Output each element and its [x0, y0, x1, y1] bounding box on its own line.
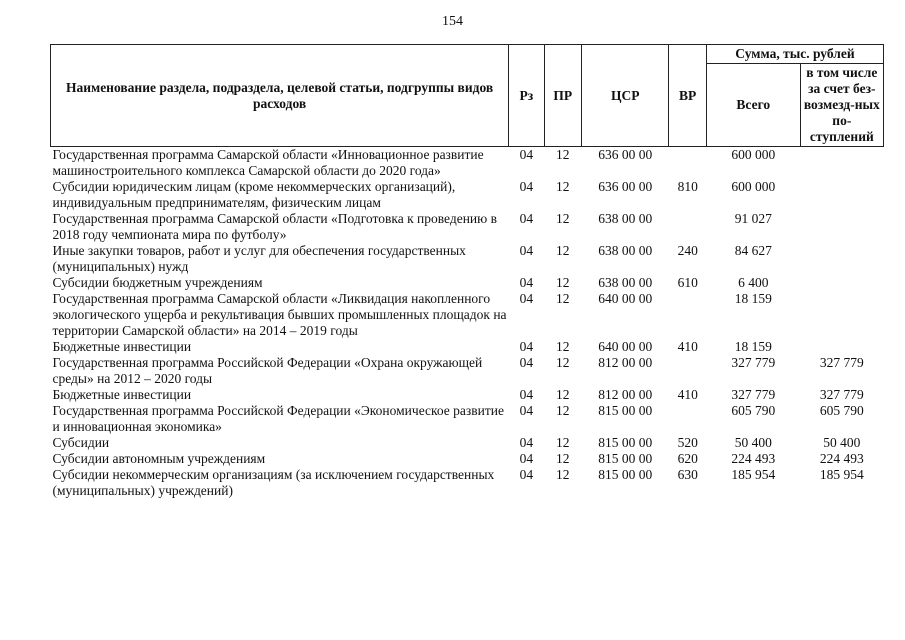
- row-total: 50 400: [734, 435, 772, 450]
- table-row: [51, 243, 884, 275]
- row-pr: 12: [556, 179, 570, 194]
- row-pr: 12: [556, 355, 570, 370]
- row-pr: 12: [556, 211, 570, 226]
- page-number: 154: [442, 14, 463, 29]
- row-free: 327 779: [819, 355, 864, 370]
- header-vr: ВР: [669, 45, 706, 147]
- table-row: [51, 275, 884, 291]
- row-pr: 12: [556, 435, 570, 450]
- row-name: Иные закупки товаров, работ и услуг для обеспечения государственных (муниципальных) нужд: [52, 243, 466, 274]
- row-name: Государственная программа Российской Федерации «Экономическое развитие и инновационная экономика»: [52, 403, 504, 434]
- row-free: 605 790: [819, 403, 864, 418]
- row-rz: 04: [519, 291, 534, 306]
- row-csr: 638 00 00: [598, 275, 653, 290]
- row-name: Государственная программа Российской Федерации «Охрана окружающей среды» на 2012 – 2020 годы: [52, 355, 483, 386]
- row-rz: 04: [519, 179, 534, 194]
- row-csr: 812 00 00: [598, 387, 653, 402]
- row-vr: [669, 355, 706, 387]
- row-name: Бюджетные инвестиции: [52, 339, 192, 354]
- row-rz: 04: [519, 243, 534, 258]
- row-vr: 610: [677, 275, 698, 290]
- row-vr: 810: [677, 179, 698, 194]
- row-csr: 640 00 00: [598, 291, 653, 306]
- row-total: 84 627: [734, 243, 772, 258]
- row-total: 327 779: [731, 355, 776, 370]
- header-total: Всего: [706, 64, 800, 147]
- header-csr: ЦСР: [582, 45, 669, 147]
- row-free: [800, 147, 883, 180]
- row-pr: 12: [556, 147, 570, 162]
- row-csr: 812 00 00: [598, 355, 653, 370]
- row-csr: 636 00 00: [598, 147, 653, 162]
- row-csr: 638 00 00: [598, 211, 653, 226]
- row-total: 18 159: [734, 339, 772, 354]
- row-vr: [669, 211, 706, 243]
- row-name: Субсидии автономным учреждениям: [52, 451, 266, 466]
- row-vr: 410: [677, 339, 698, 354]
- row-vr: 240: [677, 243, 698, 258]
- row-free: 185 954: [819, 467, 864, 482]
- budget-table: [50, 44, 884, 499]
- row-pr: 12: [556, 339, 570, 354]
- row-free: [800, 211, 883, 243]
- row-pr: 12: [556, 387, 570, 402]
- row-free: [800, 275, 883, 291]
- row-total: 600 000: [731, 147, 776, 162]
- row-rz: 04: [519, 403, 534, 418]
- row-name: Государственная программа Самарской области «Инновационное развитие машиностроительного комплекса Самарской области до 2020 года»: [52, 147, 484, 178]
- row-csr: 638 00 00: [598, 243, 653, 258]
- row-pr: 12: [556, 467, 570, 482]
- row-total: 6 400: [738, 275, 769, 290]
- table-row: [51, 451, 884, 467]
- row-name: Субсидии некоммерческим организациям (за исключением государственных (муниципальных) учреждений): [52, 467, 495, 498]
- row-free: [800, 179, 883, 211]
- row-csr: 636 00 00: [598, 179, 653, 194]
- table-row: [51, 387, 884, 403]
- row-total: 91 027: [734, 211, 772, 226]
- row-csr: 815 00 00: [598, 467, 653, 482]
- row-rz: 04: [519, 275, 534, 290]
- row-rz: 04: [519, 387, 534, 402]
- row-free: 50 400: [823, 435, 861, 450]
- table-row: [51, 467, 884, 499]
- header-pr: ПР: [544, 45, 581, 147]
- row-pr: 12: [556, 291, 570, 306]
- row-rz: 04: [519, 147, 534, 162]
- row-name: Субсидии: [52, 435, 110, 450]
- row-vr: [669, 147, 706, 180]
- row-rz: 04: [519, 435, 534, 450]
- row-name: Субсидии юридическим лицам (кроме некоммерческих организаций), индивидуальным предпринимателям, физическим лицам: [52, 179, 456, 210]
- table-row: [51, 339, 884, 355]
- row-total: 327 779: [731, 387, 776, 402]
- row-vr: 630: [677, 467, 698, 482]
- row-name: Государственная программа Самарской области «Ликвидация накопленного экологического ущерба и рекультивация бывших промышленных площадок на территории Самарской области» на 2014 – 2019 годы: [52, 291, 507, 338]
- row-free: 327 779: [819, 387, 864, 402]
- row-free: [800, 243, 883, 275]
- row-csr: 815 00 00: [598, 435, 653, 450]
- row-csr: 815 00 00: [598, 403, 653, 418]
- table-row: [51, 403, 884, 435]
- header-name: Наименование раздела, подраздела, целевой статьи, подгруппы видов расходов: [51, 45, 509, 147]
- row-pr: 12: [556, 243, 570, 258]
- row-csr: 815 00 00: [598, 451, 653, 466]
- row-vr: 520: [677, 435, 698, 450]
- row-vr: [669, 291, 706, 339]
- row-total: 18 159: [734, 291, 772, 306]
- row-rz: 04: [519, 467, 534, 482]
- table-row: [51, 211, 884, 243]
- row-free: [800, 291, 883, 339]
- table-row: [51, 435, 884, 451]
- table-row: [51, 355, 884, 387]
- row-free: [800, 339, 883, 355]
- row-rz: 04: [519, 355, 534, 370]
- table-row: [51, 291, 884, 339]
- row-pr: 12: [556, 451, 570, 466]
- row-name: Субсидии бюджетным учреждениям: [52, 275, 263, 290]
- row-pr: 12: [556, 275, 570, 290]
- row-vr: [669, 403, 706, 435]
- row-total: 224 493: [731, 451, 776, 466]
- header-sum: Сумма, тыс. рублей: [706, 45, 883, 64]
- row-vr: 620: [677, 451, 698, 466]
- row-total: 605 790: [731, 403, 776, 418]
- header-free: в том числе за счет без-возмезд-ных по-ступлений: [800, 64, 883, 147]
- table-row: [51, 147, 884, 180]
- row-vr: 410: [677, 387, 698, 402]
- table-header: [51, 45, 884, 147]
- row-csr: 640 00 00: [598, 339, 653, 354]
- row-rz: 04: [519, 451, 534, 466]
- table-body: [51, 147, 884, 500]
- row-name: Государственная программа Самарской области «Подготовка к проведению в 2018 году чемпионата мира по футболу»: [52, 211, 497, 242]
- row-rz: 04: [519, 211, 534, 226]
- row-total: 185 954: [731, 467, 776, 482]
- row-total: 600 000: [731, 179, 776, 194]
- row-pr: 12: [556, 403, 570, 418]
- row-rz: 04: [519, 339, 534, 354]
- row-name: Бюджетные инвестиции: [52, 387, 192, 402]
- row-free: 224 493: [819, 451, 864, 466]
- table-row: [51, 179, 884, 211]
- header-rz: Рз: [509, 45, 544, 147]
